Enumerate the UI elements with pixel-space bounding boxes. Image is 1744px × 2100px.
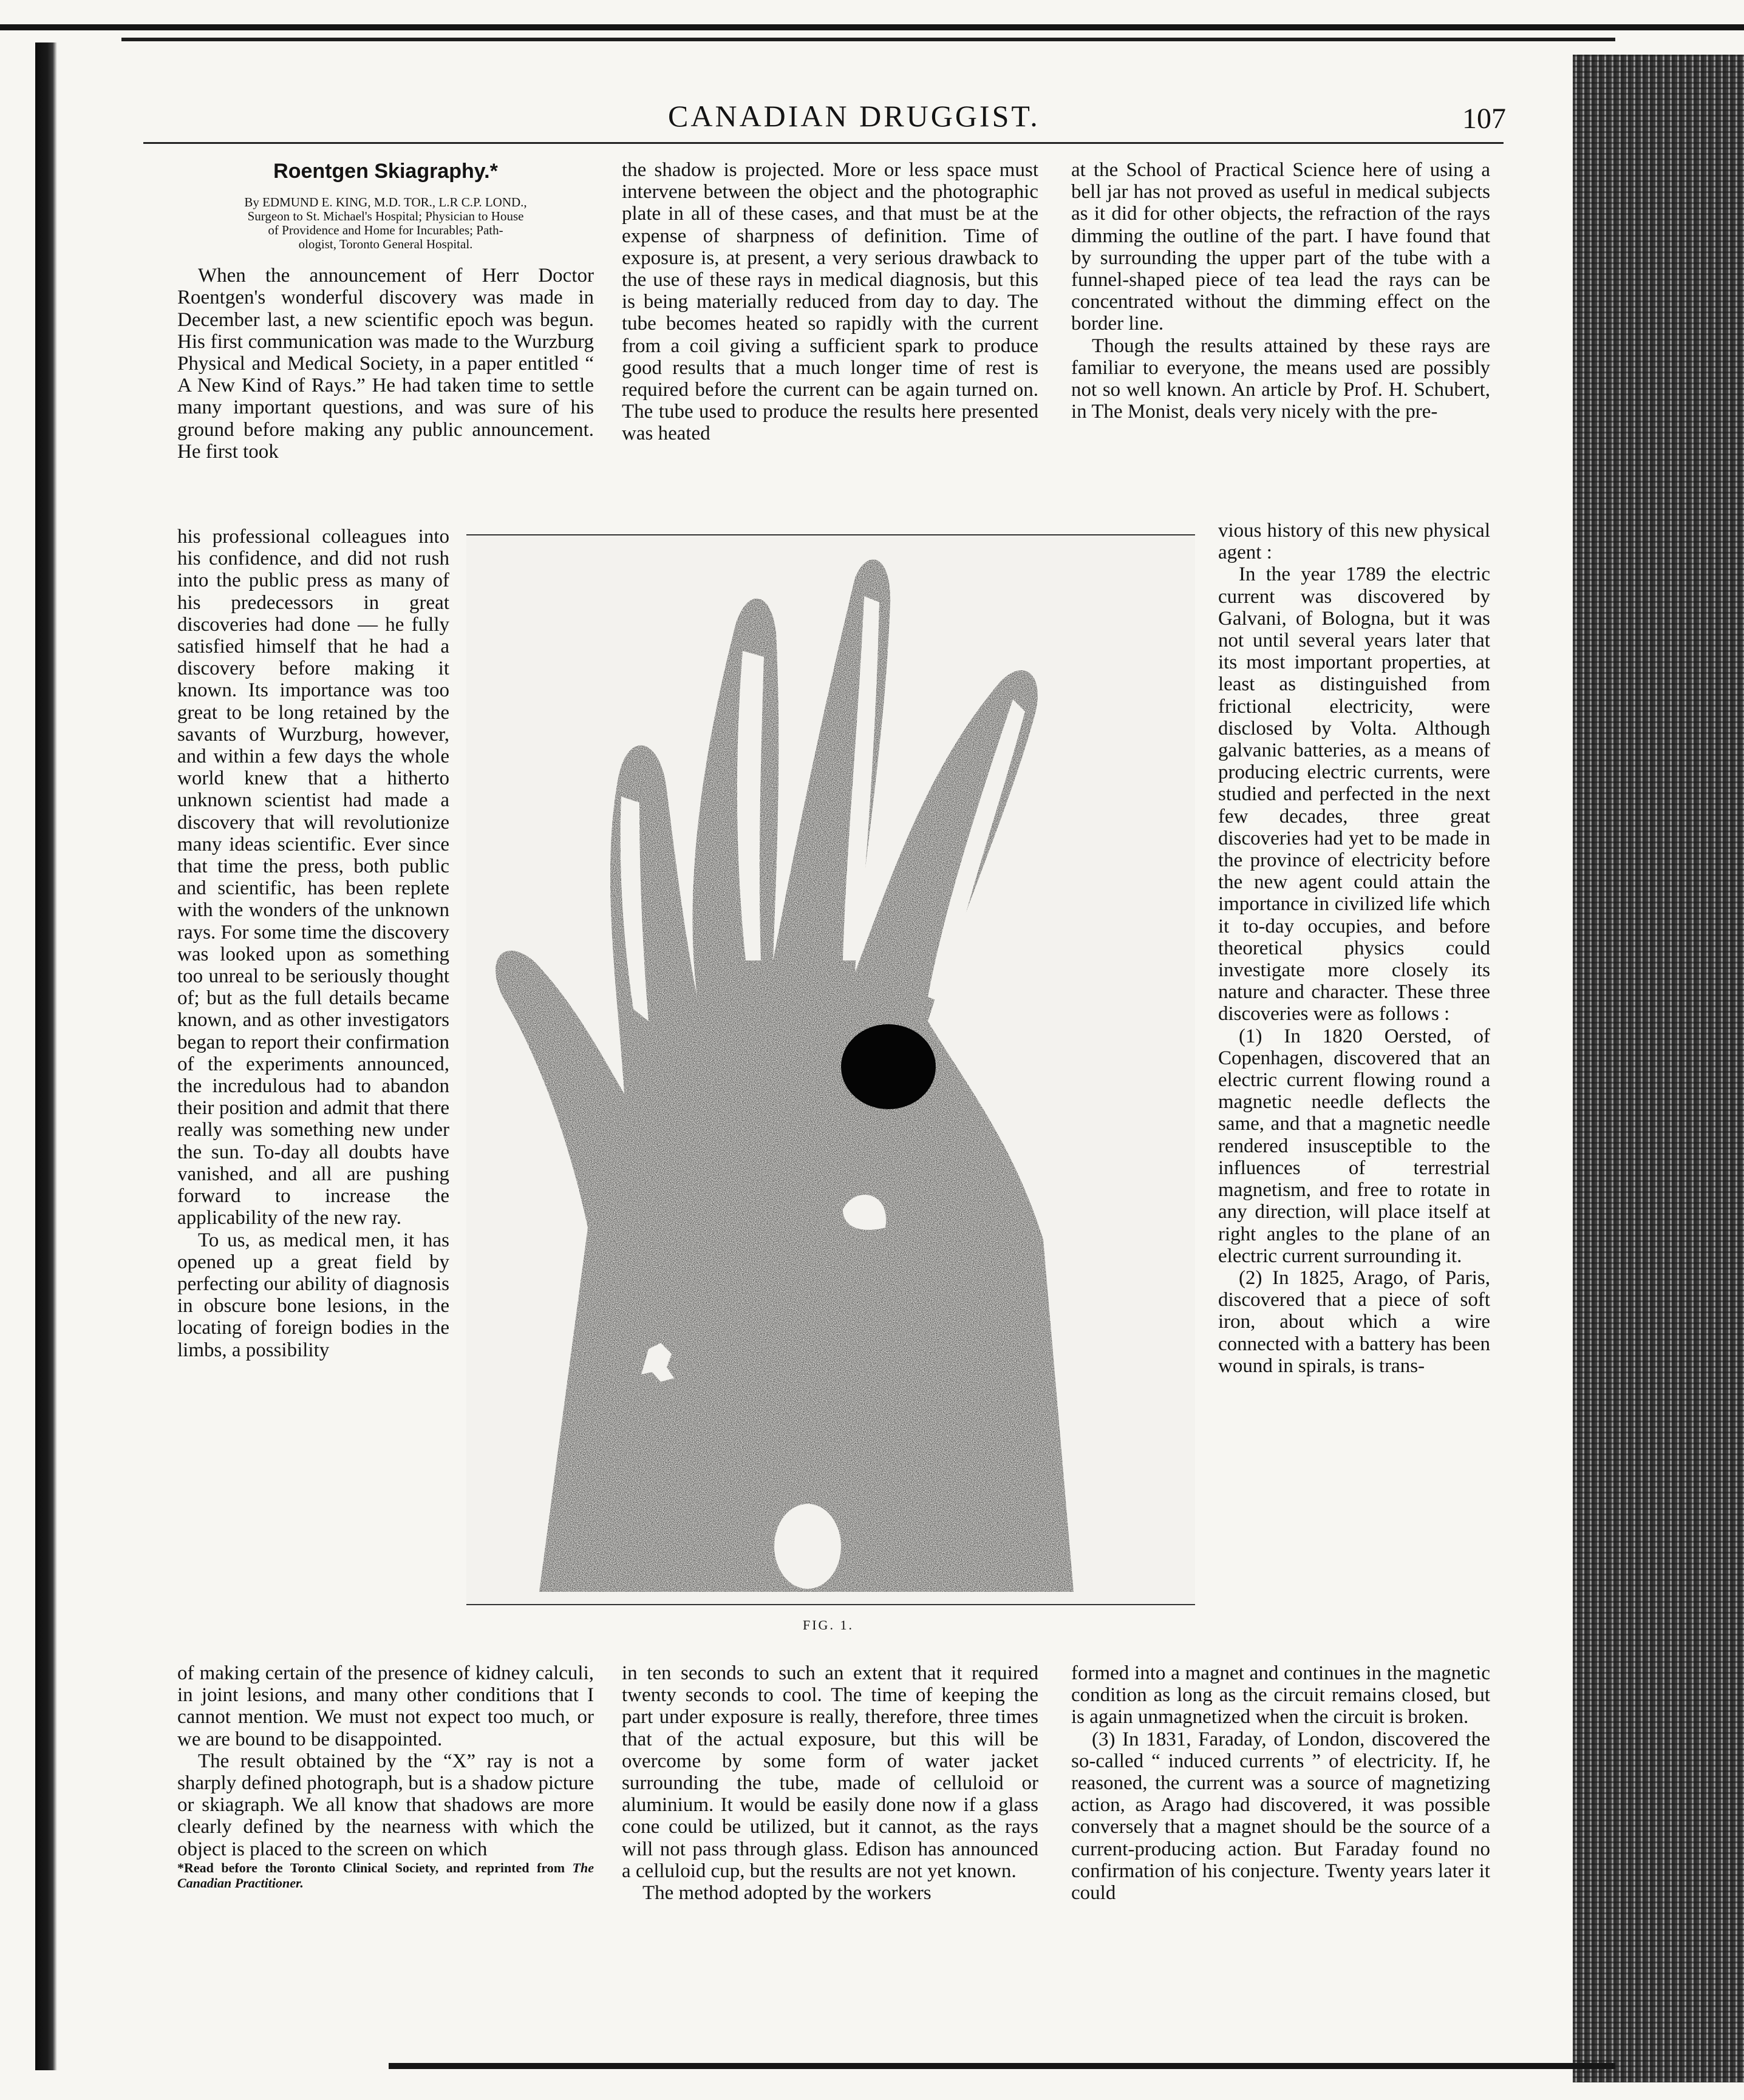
scan-edge-bottom bbox=[389, 2063, 1615, 2069]
paragraph: When the announcement of Herr Doctor Roentgen's wonderful discovery was made in December last, a new scientific epoch was begun. His first communication was made to the Wurzburg Physical and Medical Society, in a paper entitled “ A New Kind of Rays.” He had taken time to settle many important questions, and was sure of his ground before making any public announcement. He first took bbox=[177, 265, 594, 463]
figure-caption: FIG. 1. bbox=[803, 1617, 854, 1633]
paragraph: (1) In 1820 Oersted, of Copenhagen, discovered that an electric current flowing round a magnetic needle deflects the same, and that a magnetic needle rendered insusceptible to the influences of terrestrial magnetism, and free to rotate in any direction, will place itself at right angles to the plane of an electric current surrounding it. bbox=[1218, 1025, 1490, 1267]
xray-hand-figure bbox=[466, 534, 1195, 1605]
paragraph: formed into a magnet and continues in the magnetic condition as long as the circuit remains closed, but is again unmagnetized when the circuit is broken. bbox=[1071, 1662, 1490, 1728]
byline-line: ologist, Toronto General Hospital. bbox=[298, 237, 473, 252]
scan-edge-left bbox=[35, 42, 57, 2070]
scan-edge-top bbox=[0, 24, 1744, 30]
paragraph: The result obtained by the “X” ray is not a sharply defined photograph, but is a shadow picture or skiagraph. We all know that shadows are more clearly defined by the nearness with which the object is placed to the screen on which bbox=[177, 1750, 594, 1860]
header-rule bbox=[143, 142, 1504, 144]
paragraph: his professional colleagues into his confidence, and did not rush into the public press as many of his predecessors in great discoveries had done — he fully satisfied himself that he had a discovery before making it known. Its importance was too great to be long retained by the savants of Wurzburg, however, and within a few days the whole world knew that a hitherto unknown scientist had made a discovery that will revolutionize many ideas scientific. Ever since that time the press, both public and scientific, has been replete with the wonders of the unknown rays. For some time the discovery was looked upon as something too unreal to be seriously thought of; but as the full details became known, and as other investigators began to report their confirmation of the experiments announced, the incredulous had to abandon their position and admit that there really was something new under the sun. To-day all doubts have vanished, and all are pushing forward to increase the applicability of the new ray. bbox=[177, 526, 449, 1229]
coin-object bbox=[774, 1504, 841, 1589]
scan-edge-right bbox=[1573, 55, 1744, 2082]
xray-hand-image bbox=[466, 535, 1195, 1604]
byline bbox=[177, 195, 594, 251]
ring-shadow bbox=[841, 1024, 936, 1109]
paragraph: Though the results attained by these rays are familiar to everyone, the means used are possibly not so well known. An article by Prof. H. Schubert, in The Monist, deals very nicely with the pre- bbox=[1071, 335, 1490, 423]
paragraph: (3) In 1831, Faraday, of London, discovered the so-called “ induced currents ” of electricity. If, he reasoned, the current was a source of magnetizing action, as Arago had discovered, it was possible conversely that a magnet should be the source of a current-producing action. But Faraday found no confirmation of his conjecture. Twenty years later it could bbox=[1071, 1728, 1490, 1905]
paragraph: In the year 1789 the electric current was discovered by Galvani, of Bologna, but it was not until several years later that its most important properties, at least as distinguished from frictional electricity, were disclosed by Volta. Although galvanic batteries, as a means of producing electric currents, were studied and perfected in the next few decades, three great discoveries had yet to be made in the province of electricity before the new agent could attain the importance in civilized life which it to-day occupies, and before theoretical physics could investigate more closely its nature and character. These three discoveries were as follows : bbox=[1218, 563, 1490, 1025]
byline-line: By EDMUND E. KING, M.D. TOR., L.R C.P. LOND., bbox=[244, 195, 527, 210]
byline-line: Surgeon to St. Michael's Hospital; Physician to House bbox=[247, 209, 524, 224]
footnote bbox=[177, 1860, 594, 1891]
footnote-text: *Read before the Toronto Clinical Society, and reprinted from bbox=[177, 1860, 573, 1875]
column-3-narrow bbox=[1218, 520, 1490, 1377]
paragraph: The method adopted by the workers bbox=[642, 1882, 932, 1905]
column-1-narrow bbox=[177, 526, 449, 1361]
column-1-top bbox=[177, 158, 594, 463]
running-head: CANADIAN DRUGGIST. bbox=[668, 99, 1040, 133]
column-3-bottom bbox=[1071, 1662, 1490, 1904]
scan-edge-top-inner bbox=[121, 38, 1615, 41]
column-2-top bbox=[622, 159, 1038, 445]
paragraph: of making certain of the presence of kidney calculi, in joint lesions, and many other conditions that I cannot mention. We must not expect too much, or we are bound to be disappointed. bbox=[177, 1662, 594, 1750]
paragraph: vious history of this new physical agent : bbox=[1218, 520, 1490, 564]
byline-line: of Providence and Home for Incurables; Path- bbox=[268, 223, 503, 238]
page-number: 107 bbox=[1462, 103, 1506, 135]
article-title: Roentgen Skiagraphy.* bbox=[273, 160, 498, 183]
column-1-bottom bbox=[177, 1662, 594, 1891]
paragraph: in ten seconds to such an extent that it required twenty seconds to cool. The time of keeping the part under exposure is really, therefore, three times that of the actual exposure, but this will be overcome by some form of water jacket surrounding the tube, made of celluloid or aluminium. It would be easily done now if a glass cone could be utilized, but it cannot, as the rays will not pass through glass. Edison has announced a celluloid cup, but the results are not yet known. bbox=[622, 1662, 1038, 1882]
paragraph: at the School of Practical Science here of using a bell jar has not proved as useful in medical subjects as it did for other objects, the refraction of the rays dimming the outline of the part. I have found that by surrounding the upper part of the tube with a funnel-shaped piece of tea lead the rays can be concentrated without the dimming effect on the border line. bbox=[1071, 159, 1490, 335]
paragraph: the shadow is projected. More or less space must intervene between the object and the photographic plate in all of these cases, and that must be at the expense of sharpness of definition. Time of exposure is, at present, a very serious drawback to the use of these rays in medical diagnosis, but this is being materially reduced from day to day. The tube becomes heated so rapidly with the current from a coil giving a sufficient spark to produce good results that a much longer time of rest is required before the current can be again turned on. The tube used to produce the results here presented was heated bbox=[622, 159, 1038, 445]
column-2-bottom bbox=[622, 1662, 1038, 1904]
column-3-top bbox=[1071, 159, 1490, 423]
footnote-source: The Canadian Practitioner. bbox=[177, 1860, 594, 1891]
paragraph: To us, as medical men, it has opened up a great field by perfecting our ability of diagnosis in obscure bone lesions, in the locating of foreign bodies in the limbs, a possibility bbox=[177, 1229, 449, 1361]
paragraph: (2) In 1825, Arago, of Paris, discovered that a piece of soft iron, about which a wire connected with a battery has been wound in spirals, is trans- bbox=[1218, 1266, 1490, 1377]
